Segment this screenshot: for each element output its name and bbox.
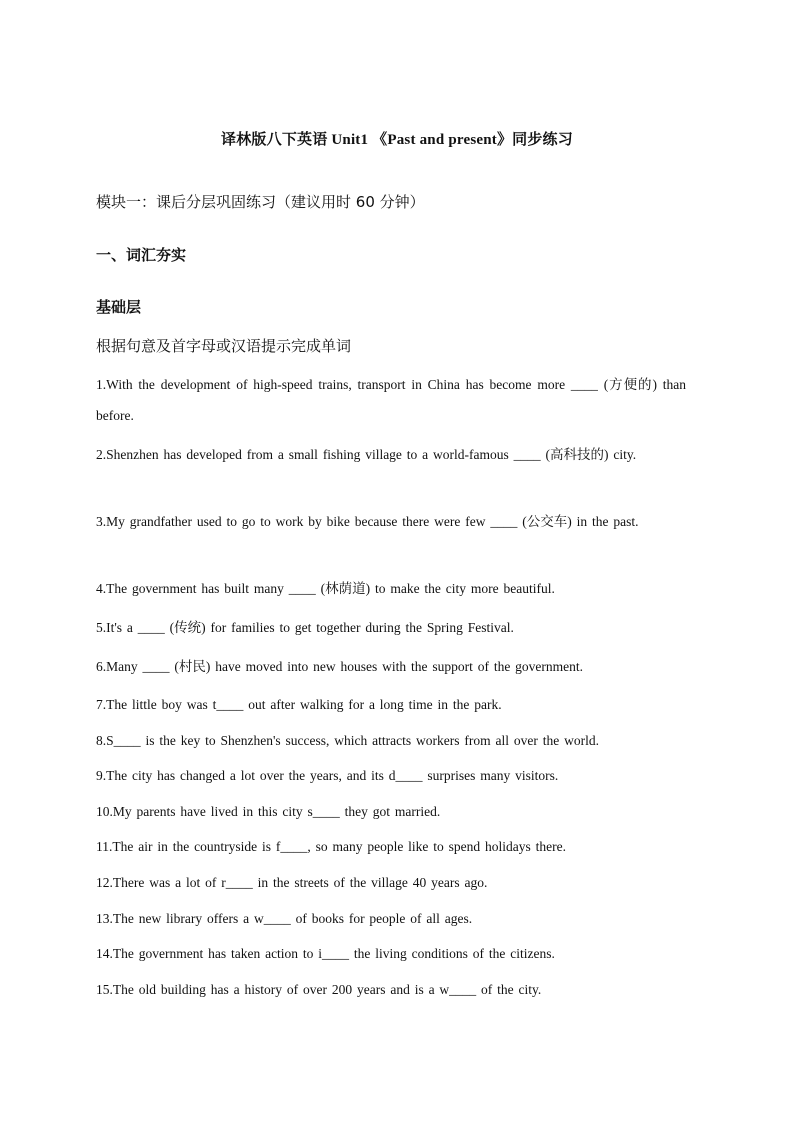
- question-12: 12.There was a lot of r____ in the streets of the village 40 years ago.: [96, 875, 488, 890]
- question-10: 10.My parents have lived in this city s____ they got married.: [96, 804, 441, 819]
- question-2: 2.Shenzhen has developed from a small fishing village to a world-famous ____ (高科技的) city.: [96, 447, 637, 462]
- question-1: 1.With the development of high-speed trains, transport in China has become more ____ (方便的) than before.: [96, 377, 686, 423]
- question-9: 9.The city has changed a lot over the years, and its d____ surprises many visitors.: [96, 768, 559, 783]
- question-5: 5.It's a ____ (传统) for families to get together during the Spring Festival.: [96, 620, 514, 635]
- instruction-text: 根据句意及首字母或汉语提示完成单词: [96, 337, 352, 355]
- section-heading: 一、词汇夯实: [96, 246, 187, 264]
- question-3: 3.My grandfather used to go to work by bike because there were few ____ (公交车) in the past.: [96, 514, 639, 529]
- question-15: 15.The old building has a history of over 200 years and is a w____ of the city.: [96, 982, 542, 997]
- question-11: 11.The air in the countryside is f____, so many people like to spend holidays there.: [96, 839, 567, 854]
- question-7: 7.The little boy was t____ out after walking for a long time in the park.: [96, 697, 502, 712]
- question-6: 6.Many ____ (村民) have moved into new houses with the support of the government.: [96, 659, 584, 674]
- document-title: 译林版八下英语 Unit1 《Past and present》同步练习: [221, 132, 573, 148]
- question-13: 13.The new library offers a w____ of books for people of all ages.: [96, 911, 473, 926]
- question-4: 4.The government has built many ____ (林荫道) to make the city more beautiful.: [96, 581, 555, 596]
- question-8: 8.S____ is the key to Shenzhen's success, which attracts workers from all over the world.: [96, 733, 599, 748]
- level-heading: 基础层: [96, 298, 142, 316]
- question-14: 14.The government has taken action to i____ the living conditions of the citizens.: [96, 946, 555, 961]
- module-heading: 模块一：课后分层巩固练习（建议用时 60 分钟）: [96, 193, 425, 211]
